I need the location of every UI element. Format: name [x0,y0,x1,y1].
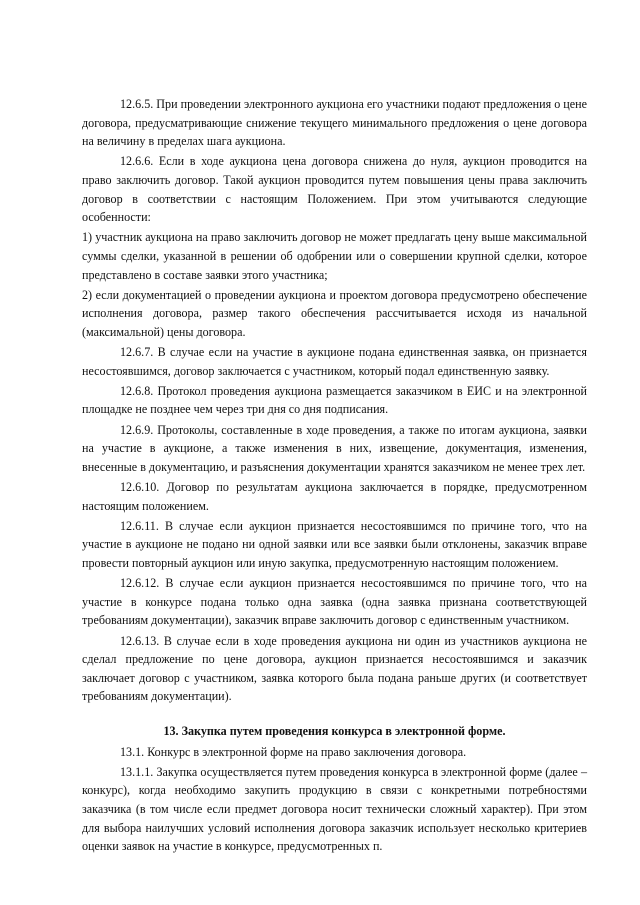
paragraph-12-6-5: 12.6.5. При проведении электронного аукциона его участники подают предложения о цене договора, предусматривающие снижение текущего минимального предложения о цене договора на величину в пределах шага аукциона. [82,97,587,149]
paragraph-13-1: 13.1. Конкурс в электронной форме на право заключения договора. [120,744,467,759]
paragraph-12-6-12: 12.6.12. В случае если аукцион признается несостоявшимся по причине того, что на участие в конкурсе подана только одна заявка (одна заявка признана соответствующей требованиям документации), заказчик вправе заключить договор с единственным участником. [82,576,587,628]
paragraph-12-6-13: 12.6.13. В случае если в ходе проведения аукциона ни один из участников аукциона не сделал предложение по цене договора, аукцион признается несостоявшимся и заказчик заключает договор с участником, заявка которого была подана раньше других (и соответствует требованиям документации). [82,633,587,704]
document-page [82,95,587,857]
section-heading-13: 13. Закупка путем проведения конкурса в электронной форме. [163,723,506,738]
paragraph-12-6-9: 12.6.9. Протоколы, составленные в ходе проведения, а также по итогам аукциона, заявки на участие в аукционе, а также изменения в них, извещение, документация, изменения, внесенные в документацию, и разъяснения документации хранятся заказчиком не менее трех лет. [82,422,587,474]
paragraph-12-6-11: 12.6.11. В случае если аукцион признается несостоявшимся по причине того, что на участие в аукционе не подано ни одной заявки или все заявки были отклонены, заказчик вправе провести повторный аукцион или иную закупка, предусмотренную настоящим положением. [82,518,587,570]
paragraph-12-6-8: 12.6.8. Протокол проведения аукциона размещается заказчиком в ЕИС и на электронной площадке не позднее чем через три дня со дня подписания. [82,383,587,417]
list-item-1: 1) участник аукциона на право заключить договор не может предлагать цену выше максимальной суммы сделки, указанной в решении об одобрении или о совершении крупной сделки, которое представлено в составе заявки этого участника; [82,230,587,282]
paragraph-12-6-6: 12.6.6. Если в ходе аукциона цена договора снижена до нуля, аукцион проводится на право заключить договор. Такой аукцион проводится путем повышения цены права заключить договор в соответствии с настоящим Положением. При этом учитываются следующие особенности: [82,154,587,225]
paragraph-12-6-7: 12.6.7. В случае если на участие в аукционе подана единственная заявка, он признается несостоявшимся, договор заключается с участником, который подал единственную заявку. [82,345,587,378]
list-item-2: 2) если документацией о проведении аукциона и проектом договора предусмотрено обеспечение исполнения договора, размер такого обеспечения рассчитывается исходя из начальной (максимальной) цены договора. [82,287,587,339]
paragraph-12-6-10: 12.6.10. Договор по результатам аукциона заключается в порядке, предусмотренном настоящим положением. [82,480,587,513]
paragraph-13-1-1: 13.1.1. Закупка осуществляется путем проведения конкурса в электронной форме (далее – конкурс), когда необходимо закупить продукцию в связи с конкретными потребностями заказчика (в том числе если предмет договора носит технически сложный характер). При этом для выбора наилучших условий исполнения договора заказчик использует несколько критериев оценки заявок на участие в конкурсе, предусмотренных п. [82,764,587,854]
